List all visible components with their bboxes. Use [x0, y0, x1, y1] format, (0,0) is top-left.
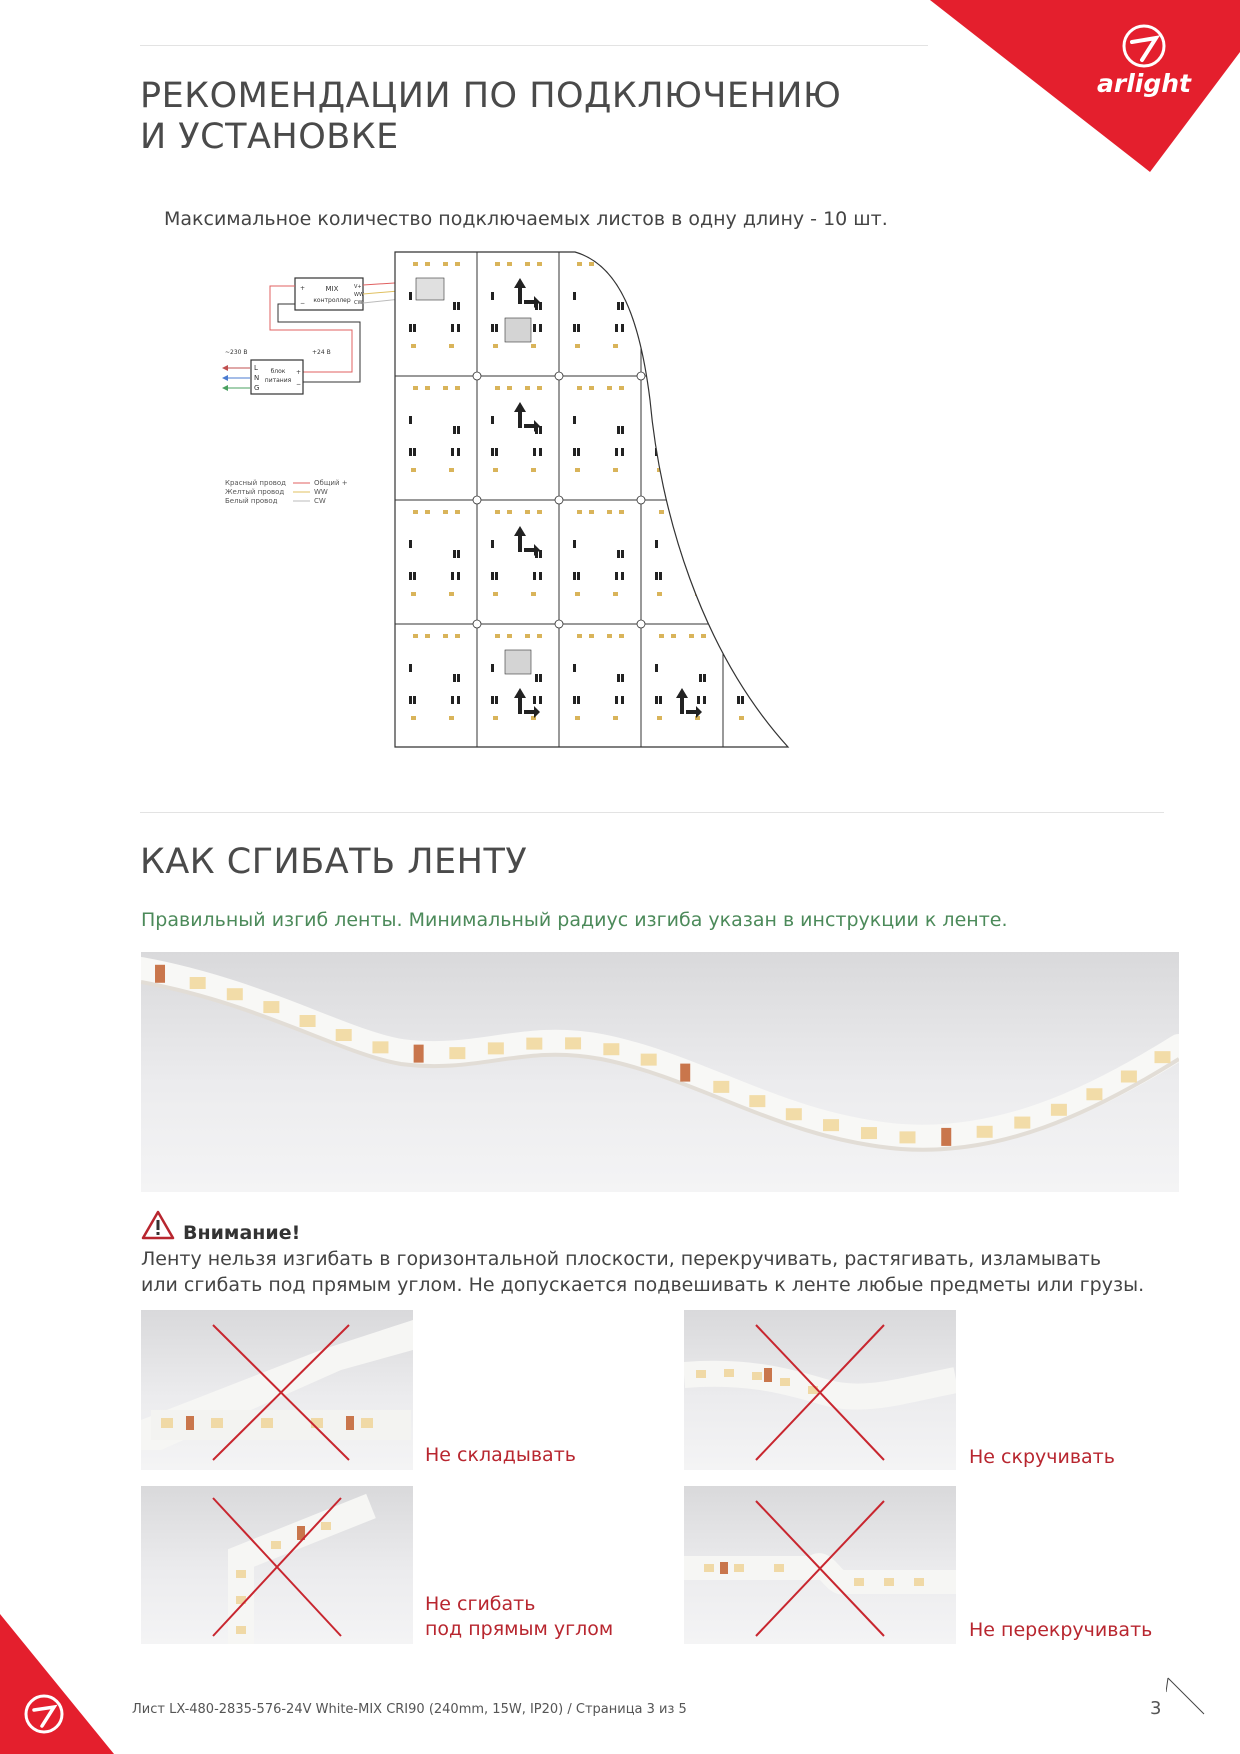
panel-cell [655, 386, 706, 472]
brand-corner [930, 0, 1240, 172]
led-chip [1121, 1071, 1137, 1083]
section1-title-line2: И УСТАНОВКЕ [140, 117, 399, 157]
led-chip [786, 1108, 802, 1120]
wiring-diagram [220, 250, 900, 755]
led-chip [977, 1126, 993, 1138]
dont-twist-line1: Не скручивать [969, 1446, 1115, 1468]
controller-out-cw: CW [354, 300, 363, 306]
dont-right-angle-caption [425, 1592, 613, 1642]
psu-out-plus: + [296, 369, 302, 376]
legend-meaning-yellow: WW [314, 488, 328, 496]
warning-line2: или сгибать под прямым углом. Не допускается подвешивать к ленте любые предметы или грузы. [141, 1274, 1145, 1296]
led-chip [1154, 1051, 1170, 1063]
divider-top [140, 45, 928, 46]
solder-pad [414, 1045, 424, 1063]
controller-label-1: MIX [325, 285, 339, 293]
led-chip [603, 1043, 619, 1055]
led-chip [190, 977, 206, 989]
controller-out-ww: WW [354, 292, 364, 298]
dont-fold-line1: Не складывать [425, 1444, 576, 1466]
dont-fold-photo [141, 1310, 413, 1470]
led-chip [1014, 1117, 1030, 1129]
dont-right-angle-line1: Не сгибать [425, 1593, 536, 1615]
led-chip [227, 988, 243, 1000]
legend-wire-yellow: Желтый провод [225, 488, 285, 496]
flexible-panel-grid [395, 252, 870, 747]
led-chip [449, 1047, 465, 1059]
led-chip [336, 1029, 352, 1041]
solder-pad [155, 965, 165, 983]
legend-meaning-red: Общий + [314, 479, 348, 487]
section1-title-line1: РЕКОМЕНДАЦИИ ПО ПОДКЛЮЧЕНИЮ [140, 76, 842, 116]
dont-twist-photo [684, 1310, 956, 1470]
dont-right-angle-photo [141, 1486, 413, 1644]
controller-label-2: контроллер [313, 297, 351, 304]
led-chip [899, 1131, 915, 1143]
divider-middle [140, 812, 1164, 813]
panel-cell [737, 386, 788, 472]
power-output-label: +24 В [312, 349, 331, 356]
psu-label-2: питания [264, 377, 292, 384]
legend-meaning-white: CW [314, 497, 326, 505]
led-chip [372, 1041, 388, 1053]
led-chip [823, 1119, 839, 1131]
psu-pin-g: G [254, 384, 260, 392]
panel-cell [737, 262, 788, 348]
dont-fold-caption [425, 1443, 576, 1468]
dont-twist-caption [969, 1445, 1115, 1470]
warning-title: Внимание! [183, 1222, 301, 1244]
footer-text: Лист LX-480-2835-576-24V White-MIX CRI90 (240mm, 15W, IP20) / Страница 3 из 5 [132, 1702, 687, 1717]
led-chip [1086, 1088, 1102, 1100]
section2-title: КАК СГИБАТЬ ЛЕНТУ [140, 842, 528, 882]
dont-overtwist-photo [684, 1486, 956, 1644]
dont-overtwist-caption [969, 1618, 1152, 1643]
section1-title [140, 76, 841, 158]
psu-label-1: блок [270, 368, 286, 375]
brand-logo-text: arlight [1097, 69, 1191, 98]
section2-subtitle: Правильный изгиб ленты. Минимальный радиус изгиба указан в инструкции к ленте. [141, 909, 1008, 931]
controller-pin-plus: + [300, 285, 306, 292]
controller-out-v: V+ [354, 284, 362, 290]
psu-pin-n: N [254, 374, 260, 382]
psu-out-minus: − [296, 381, 302, 388]
legend-wire-red: Красный провод [225, 479, 286, 487]
panel-cell [737, 510, 788, 596]
controller-pin-minus: − [300, 300, 306, 307]
panel-cell [819, 386, 870, 472]
led-chip [488, 1042, 504, 1054]
page-number: 3 [1150, 1698, 1162, 1719]
led-chip [1051, 1104, 1067, 1116]
warning-triangle-icon [141, 1210, 175, 1240]
panel-cell [819, 510, 870, 596]
led-chip [526, 1038, 542, 1050]
led-chip [713, 1081, 729, 1093]
dont-overtwist-line1: Не перекручивать [969, 1619, 1153, 1641]
correct-bend-photo [141, 952, 1179, 1192]
psu-pin-l: L [254, 364, 258, 372]
led-chip [641, 1054, 657, 1066]
led-chip [300, 1015, 316, 1027]
panel-cell [819, 262, 870, 348]
power-input-label: ~230 В [225, 349, 248, 356]
led-chip [263, 1001, 279, 1013]
panel-cell [655, 262, 706, 348]
dont-right-angle-line2: под прямым углом [425, 1618, 614, 1640]
led-chip [749, 1095, 765, 1107]
solder-pad [680, 1064, 690, 1082]
brand-corner-bottom [0, 1614, 120, 1754]
solder-pad [941, 1128, 951, 1146]
warning-line1: Ленту нельзя изгибать в горизонтальной плоскости, перекручивать, растягивать, изламывать [141, 1248, 1102, 1270]
legend-wire-white: Белый провод [225, 497, 278, 505]
mix-controller-box [295, 278, 363, 310]
section1-note: Максимальное количество подключаемых листов в одну длину - 10 шт. [164, 208, 888, 230]
led-chip [861, 1127, 877, 1139]
panel-cell [819, 634, 870, 720]
page-corner-mark [1166, 1676, 1206, 1716]
led-chip [565, 1037, 581, 1049]
